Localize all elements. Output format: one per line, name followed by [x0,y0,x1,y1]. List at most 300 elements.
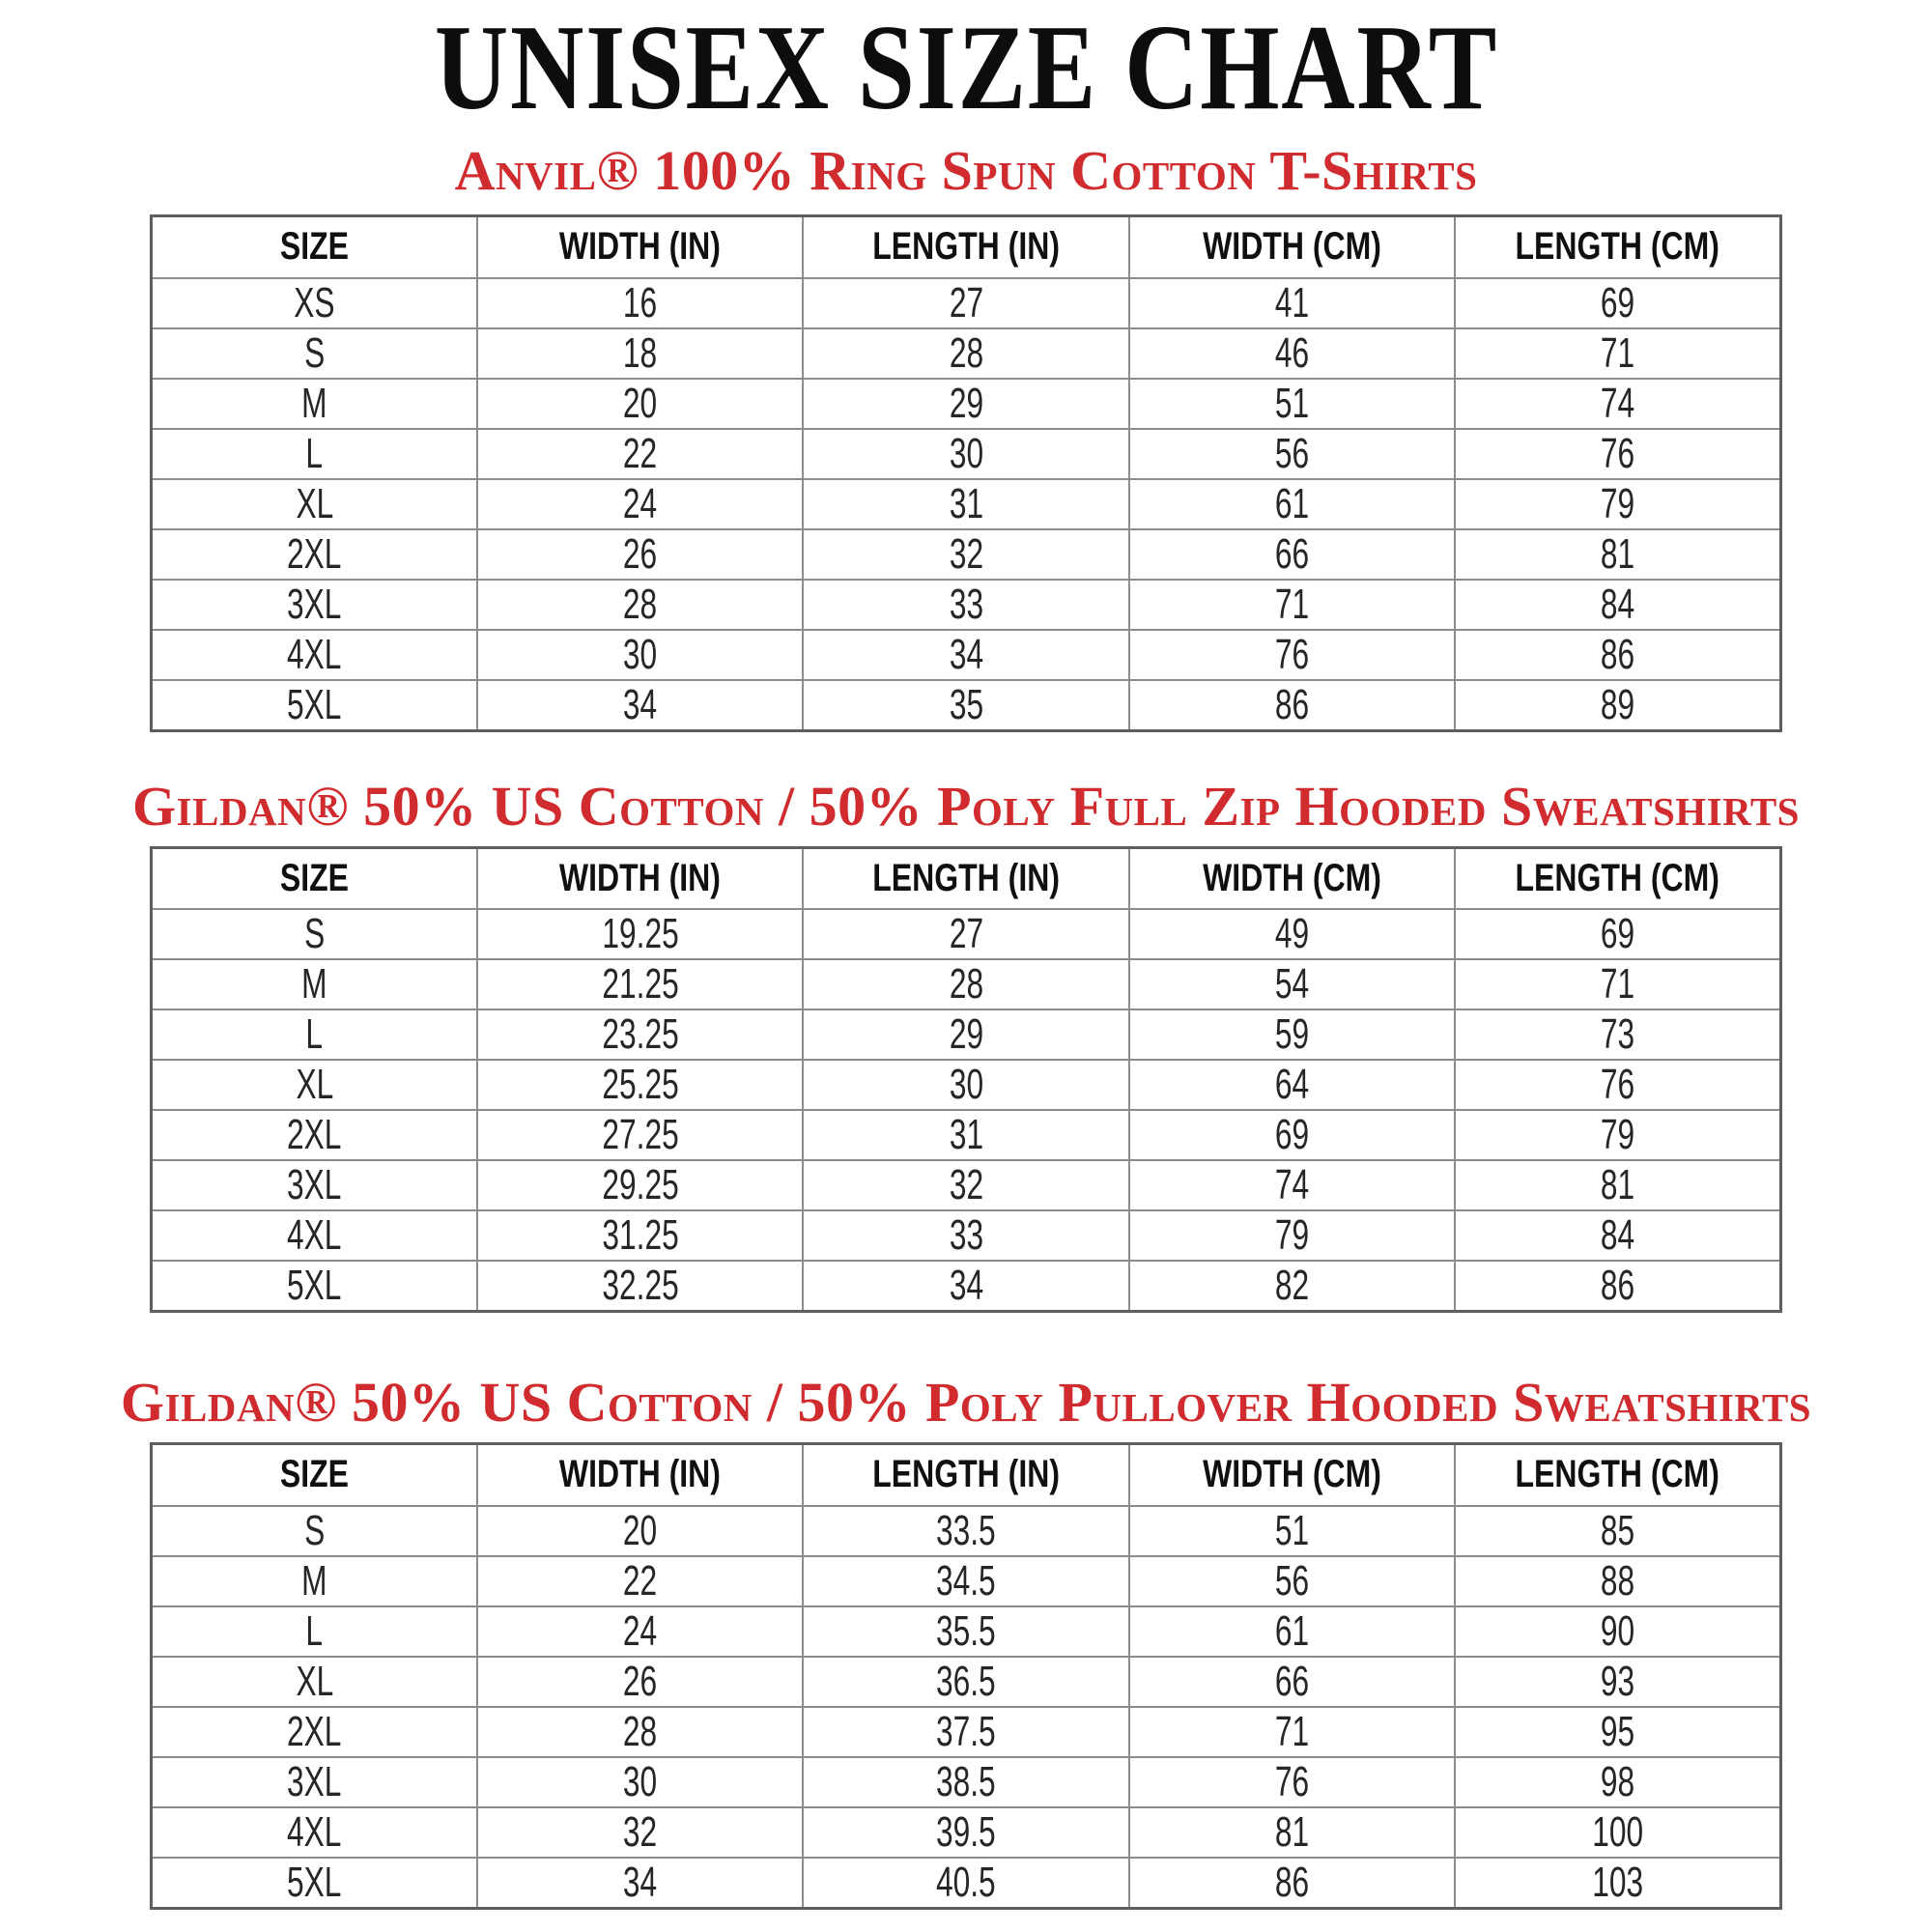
cell-text: 71 [1274,580,1309,628]
table-row [152,630,1781,680]
cell-text: 73 [1600,1010,1635,1058]
section-title-gildan-pullover: Gildan® 50% US Cotton / 50% Poly Pullover Hooded Sweatshirts [120,1371,1812,1434]
cell-text: 81 [1274,1807,1309,1856]
section-title-anvil-tshirts: Anvil® 100% Ring Spun Cotton T-Shirts [454,139,1478,202]
cell-text: 41 [1274,278,1309,327]
table-cell [1129,1556,1455,1606]
gildan-full-zip-size-table [150,846,1782,1314]
table-cell [152,479,477,529]
table-cell [477,1506,803,1556]
cell-text: 30 [949,1061,983,1108]
column-header [152,216,477,278]
table-cell [1129,1606,1455,1657]
table-row [152,1210,1781,1261]
cell-text: 24 [622,1606,658,1655]
cell-text: L [305,429,324,477]
table-cell [477,1657,803,1707]
table-cell [803,529,1128,580]
table-cell [477,1060,803,1110]
table-cell [477,1261,803,1312]
cell-text: 36.5 [936,1657,996,1705]
table-row [152,1757,1781,1807]
table-cell [477,630,803,680]
table-cell [1129,959,1455,1009]
cell-text: 31 [949,479,983,527]
table-row [152,680,1781,731]
table-row [152,959,1781,1009]
cell-text: 26 [622,1657,658,1705]
column-header [803,1444,1128,1506]
table-cell [1129,379,1455,429]
cell-text: LENGTH (CM) [1515,1453,1720,1496]
table-cell [1129,580,1455,630]
cell-text: 32 [949,1161,983,1208]
table-cell [152,580,477,630]
table-cell [803,630,1128,680]
table-cell [1129,278,1455,328]
cell-text: WIDTH (CM) [1202,1453,1381,1496]
table-row [152,580,1781,630]
table-cell [152,1858,477,1909]
table-cell [1455,1110,1780,1160]
table-cell [1129,680,1455,731]
column-header [477,216,803,278]
table-cell [803,1261,1128,1312]
cell-text: 61 [1274,479,1309,527]
cell-text: WIDTH (IN) [559,1453,722,1496]
table-cell [477,1707,803,1757]
column-header [152,1444,477,1506]
column-header [803,847,1128,909]
cell-text: 74 [1600,379,1635,427]
table-cell [1129,1210,1455,1261]
section-gildan-full-zip [0,774,1932,1314]
cell-text: 51 [1274,379,1309,427]
cell-text: 35.5 [936,1606,996,1655]
table-cell [803,479,1128,529]
table-cell [1455,630,1780,680]
cell-text: 32 [622,1807,658,1856]
table-cell [803,328,1128,379]
cell-text: 95 [1600,1707,1635,1755]
table-cell [152,1210,477,1261]
table-cell [1455,529,1780,580]
cell-text: 29 [949,379,983,427]
table-row [152,328,1781,379]
table-cell [1129,1160,1455,1210]
table-row [152,1657,1781,1707]
table-cell [1455,959,1780,1009]
table-cell [1129,1657,1455,1707]
table-cell [803,1060,1128,1110]
table-cell [1455,1506,1780,1556]
column-header [477,847,803,909]
table-cell [1455,1261,1780,1312]
column-header [1129,1444,1455,1506]
cell-text: 4XL [287,1211,342,1259]
cell-text: 3XL [287,580,342,628]
cell-text: M [301,960,327,1008]
cell-text: L [305,1606,324,1655]
table-cell [152,1110,477,1160]
cell-text: LENGTH (IN) [872,856,1060,899]
table-cell [803,379,1128,429]
gildan-pullover-size-table [150,1442,1782,1910]
cell-text: 27.25 [601,1111,679,1158]
cell-text: 84 [1600,1211,1635,1259]
cell-text: L [305,1010,324,1058]
table-row [152,1506,1781,1556]
table-cell [803,580,1128,630]
cell-text: 34.5 [936,1556,996,1605]
table-cell [477,429,803,479]
table-row [152,1009,1781,1060]
cell-text: 51 [1274,1506,1309,1554]
table-cell [477,1606,803,1657]
cell-text: 74 [1274,1161,1309,1208]
cell-text: 34 [622,680,658,728]
table-cell [477,278,803,328]
table-cell [152,959,477,1009]
table-cell [1129,1757,1455,1807]
cell-text: 76 [1274,1757,1309,1805]
column-header [1455,216,1780,278]
cell-text: 5XL [287,1858,342,1906]
table-cell [803,1210,1128,1261]
cell-text: 56 [1274,429,1309,477]
cell-text: 79 [1274,1211,1309,1259]
table-cell [803,680,1128,731]
cell-text: 103 [1592,1858,1643,1906]
cell-text: 2XL [287,1707,342,1755]
cell-text: 76 [1274,630,1309,678]
table-cell [1129,1807,1455,1858]
table-cell [152,630,477,680]
table-cell [803,1009,1128,1060]
cell-text: 89 [1600,680,1635,728]
cell-text: 23.25 [601,1010,679,1058]
table-row [152,1807,1781,1858]
cell-text: 31.25 [601,1211,679,1259]
table-cell [477,959,803,1009]
table-row [152,1707,1781,1757]
cell-text: 25.25 [601,1061,679,1108]
cell-text: 5XL [287,1262,342,1309]
cell-text: 3XL [287,1757,342,1805]
cell-text: 34 [622,1858,658,1906]
table-row [152,429,1781,479]
table-cell [1455,379,1780,429]
cell-text: 28 [949,328,983,377]
table-cell [803,1556,1128,1606]
cell-text: 40.5 [936,1858,996,1906]
table-cell [152,1556,477,1606]
table-cell [1129,1707,1455,1757]
table-cell [477,529,803,580]
header-row [152,847,1781,909]
table-cell [477,1160,803,1210]
cell-text: 90 [1600,1606,1635,1655]
table-cell [152,1506,477,1556]
cell-text: 79 [1600,479,1635,527]
table-cell [152,1009,477,1060]
table-cell [152,1160,477,1210]
cell-text: 30 [622,1757,658,1805]
cell-text: 26 [622,529,658,578]
cell-text: 32 [949,529,983,578]
table-head [152,1444,1781,1506]
cell-text: WIDTH (CM) [1202,856,1381,899]
section-gildan-pullover [0,1371,1932,1910]
table-row [152,1261,1781,1312]
cell-text: 69 [1274,1111,1309,1158]
table-cell [1455,1556,1780,1606]
table-cell [1455,1757,1780,1807]
cell-text: 71 [1600,960,1635,1008]
table-cell [1455,1606,1780,1657]
cell-text: 18 [622,328,658,377]
cell-text: 4XL [287,630,342,678]
table-cell [1129,479,1455,529]
column-header [803,216,1128,278]
cell-text: 22 [622,429,658,477]
table-row [152,1556,1781,1606]
cell-text: 20 [622,379,658,427]
cell-text: 31 [949,1111,983,1158]
column-header [1129,216,1455,278]
table-cell [803,1858,1128,1909]
table-cell [477,328,803,379]
cell-text: 5XL [287,680,342,728]
cell-text: 30 [622,630,658,678]
cell-text: 28 [622,1707,658,1755]
table-cell [477,1858,803,1909]
table-cell [1455,1858,1780,1909]
table-cell [803,959,1128,1009]
cell-text: 81 [1600,1161,1635,1208]
table-cell [477,1110,803,1160]
cell-text: M [301,379,327,427]
table-row [152,479,1781,529]
table-cell [803,1110,1128,1160]
cell-text: 85 [1600,1506,1635,1554]
table-cell [1455,1009,1780,1060]
cell-text: 28 [949,960,983,1008]
cell-text: SIZE [279,225,349,269]
table-cell [1129,1261,1455,1312]
table-cell [1455,278,1780,328]
cell-text: S [303,328,326,377]
table-cell [803,1657,1128,1707]
table-cell [477,1009,803,1060]
cell-text: 100 [1592,1807,1643,1856]
table-row [152,379,1781,429]
table-head [152,847,1781,909]
cell-text: XL [296,1657,333,1705]
table-cell [1455,580,1780,630]
cell-text: 37.5 [936,1707,996,1755]
cell-text: 59 [1274,1010,1309,1058]
table-cell [152,1757,477,1807]
table-row [152,1606,1781,1657]
table-head [152,216,1781,278]
cell-text: 84 [1600,580,1635,628]
table-cell [1129,328,1455,379]
cell-text: 88 [1600,1556,1635,1605]
cell-text: WIDTH (IN) [559,856,722,899]
cell-text: 34 [949,630,983,678]
table-cell [152,1707,477,1757]
cell-text: 29.25 [601,1161,679,1208]
cell-text: 19.25 [601,910,679,957]
table-row [152,1858,1781,1909]
cell-text: 33 [949,580,983,628]
table-cell [477,479,803,529]
cell-text: 27 [949,278,983,327]
section-anvil-tshirts [0,139,1932,732]
table-cell [477,909,803,959]
cell-text: S [303,1506,326,1554]
cell-text: 34 [949,1262,983,1309]
cell-text: 86 [1600,1262,1635,1309]
table-cell [1129,1506,1455,1556]
cell-text: 20 [622,1506,658,1554]
cell-text: 76 [1600,429,1635,477]
table-cell [1129,429,1455,479]
table-row [152,909,1781,959]
cell-text: 54 [1274,960,1309,1008]
table-cell [1455,1707,1780,1757]
table-cell [152,278,477,328]
cell-text: WIDTH (CM) [1202,225,1381,269]
cell-text: 71 [1600,328,1635,377]
cell-text: LENGTH (IN) [872,225,1060,269]
cell-text: 27 [949,910,983,957]
table-cell [803,1506,1128,1556]
table-cell [1455,479,1780,529]
table-cell [152,328,477,379]
cell-text: XS [294,278,335,327]
cell-text: 35 [949,680,983,728]
section-title-gildan-full-zip: Gildan® 50% US Cotton / 50% Poly Full Zip Hooded Sweatshirts [132,774,1800,838]
table-row [152,1060,1781,1110]
table-cell [152,1807,477,1858]
table-cell [152,909,477,959]
cell-text: 56 [1274,1556,1309,1605]
table-cell [1129,1858,1455,1909]
cell-text: 76 [1600,1061,1635,1108]
table-cell [477,680,803,731]
table-cell [477,1210,803,1261]
table-cell [803,1807,1128,1858]
header-row [152,216,1781,278]
table-cell [152,680,477,731]
cell-text: XL [296,479,333,527]
cell-text: 30 [949,429,983,477]
table-cell [152,1261,477,1312]
table-cell [803,1757,1128,1807]
cell-text: 24 [622,479,658,527]
cell-text: 86 [1274,680,1309,728]
cell-text: LENGTH (IN) [872,1453,1060,1496]
table-cell [152,1606,477,1657]
cell-text: 2XL [287,1111,342,1158]
cell-text: 69 [1600,278,1635,327]
table-row [152,1110,1781,1160]
table-cell [1455,909,1780,959]
cell-text: 81 [1600,529,1635,578]
column-header [1455,847,1780,909]
table-cell [152,379,477,429]
cell-text: SIZE [279,1453,349,1496]
cell-text: 61 [1274,1606,1309,1655]
table-cell [477,1556,803,1606]
column-header [1455,1444,1780,1506]
cell-text: LENGTH (CM) [1515,225,1720,269]
cell-text: WIDTH (IN) [559,225,722,269]
table-cell [1455,680,1780,731]
cell-text: 66 [1274,1657,1309,1705]
table-body [152,909,1781,1312]
cell-text: 82 [1274,1262,1309,1309]
table-row [152,529,1781,580]
cell-text: 79 [1600,1111,1635,1158]
cell-text: 46 [1274,328,1309,377]
table-cell [152,1060,477,1110]
column-header [1129,847,1455,909]
cell-text: 49 [1274,910,1309,957]
table-cell [1455,429,1780,479]
cell-text: 33 [949,1211,983,1259]
table-cell [477,580,803,630]
table-cell [477,379,803,429]
cell-text: 86 [1274,1858,1309,1906]
table-cell [1455,1657,1780,1707]
cell-text: S [303,910,326,957]
table-cell [803,1707,1128,1757]
anvil-tshirt-size-table [150,214,1782,732]
cell-text: 32.25 [601,1262,679,1309]
table-cell [1129,909,1455,959]
table-row [152,278,1781,328]
cell-text: SIZE [279,856,349,899]
table-body [152,1506,1781,1909]
cell-text: 98 [1600,1757,1635,1805]
cell-text: 3XL [287,1161,342,1208]
table-body [152,278,1781,731]
table-cell [477,1757,803,1807]
cell-text: 21.25 [601,960,679,1008]
cell-text: LENGTH (CM) [1515,856,1720,899]
table-cell [1129,1060,1455,1110]
column-header [152,847,477,909]
table-cell [1129,630,1455,680]
table-cell [1455,1060,1780,1110]
table-cell [803,429,1128,479]
table-cell [1455,328,1780,379]
table-cell [803,278,1128,328]
table-cell [477,1807,803,1858]
page-title [0,0,1932,135]
cell-text: 66 [1274,529,1309,578]
header-row [152,1444,1781,1506]
cell-text: 22 [622,1556,658,1605]
table-cell [152,1657,477,1707]
cell-text: 16 [622,278,658,327]
table-row [152,1160,1781,1210]
table-cell [803,909,1128,959]
table-cell [1455,1210,1780,1261]
